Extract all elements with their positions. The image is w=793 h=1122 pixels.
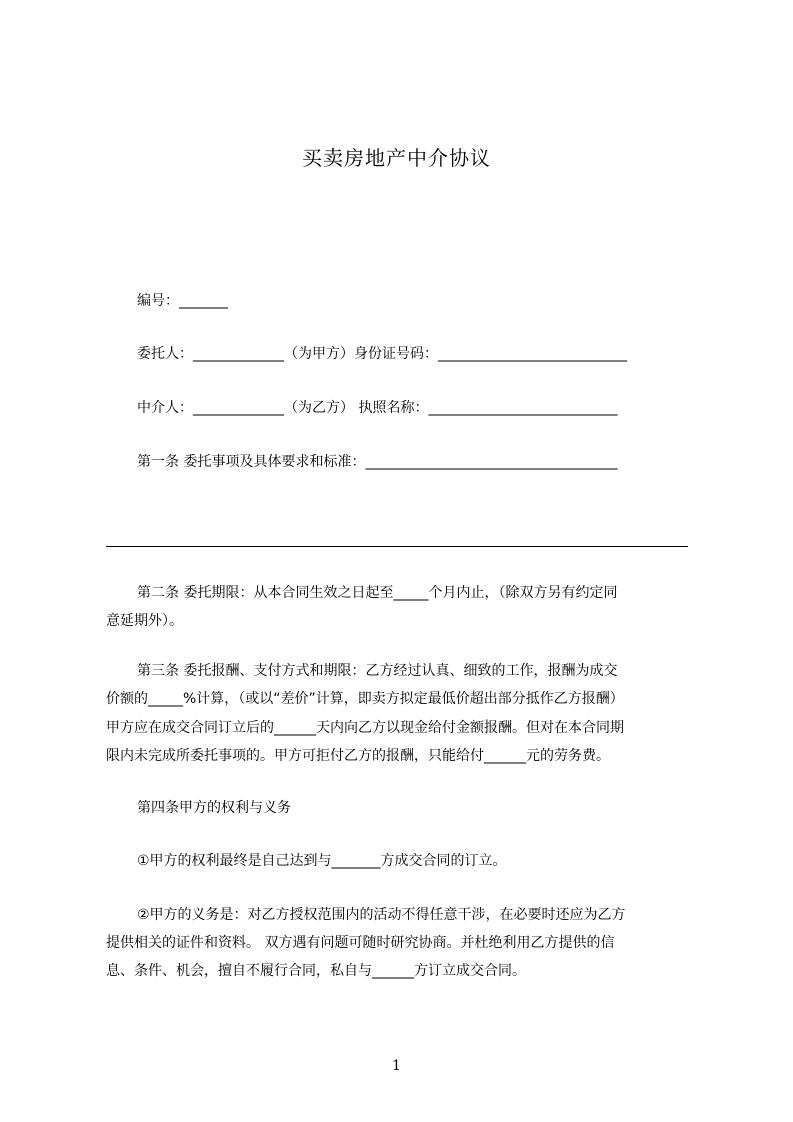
article-4-heading: 第四条甲方的权利与义务 (137, 800, 291, 816)
article-3-line-1: 第三条 委托报酬、支付方式和期限：乙方经过认真、细致的工作，报酬为成交 (137, 663, 618, 679)
intermediary-line: 中介人：_____________（为乙方） 执照名称：___________________________ (137, 400, 618, 416)
party-a-rights: ①甲方的权利最终是自己达到与_______方成交合同的订立。 (137, 853, 507, 869)
article-1-line: 第一条 委托事项及具体要求和标准：____________________________________ (137, 454, 618, 470)
article-3-line-3: 甲方应在成交合同订立后的______天内向乙方以现金给付金额报酬。但对在本合同期 (106, 720, 624, 736)
party-a-duties-line-2: 提供相关的证件和资料。 双方遇有问题可随时研究协商。并杜绝利用乙方提供的信 (106, 935, 615, 951)
document-title: 买卖房地产中介协议 (302, 146, 491, 170)
article-3-line-4: 限内未完成所委托事项的。甲方可拒付乙方的报酬，只能给付______元的劳务费。 (106, 748, 610, 764)
party-a-duties-line-3: 息、条件、机会，擅自不履行合同，私自与______方订立成交合同。 (106, 963, 526, 979)
article-3-line-2: 价额的_____%计算，（或以“差价”计算，即卖方拟定最低价超出部分抵作乙方报酬） (106, 691, 624, 707)
party-a-duties-line-1: ②甲方的义务是：对乙方授权范围内的活动不得任意干涉，在必要时还应为乙方 (137, 907, 626, 923)
contract-number-line: 编号：_______ (137, 293, 228, 309)
page-number: 1 (392, 1058, 401, 1074)
article-2-line-2: 意延期外）。 (106, 613, 183, 629)
blank-fill-line (106, 546, 688, 547)
article-2-line-1: 第二条 委托期限：从本合同生效之日起至_____个月内止，（除双方另有约定同 (137, 585, 618, 601)
principal-line: 委托人：_____________（为甲方）身份证号码：___________________________ (137, 346, 627, 362)
